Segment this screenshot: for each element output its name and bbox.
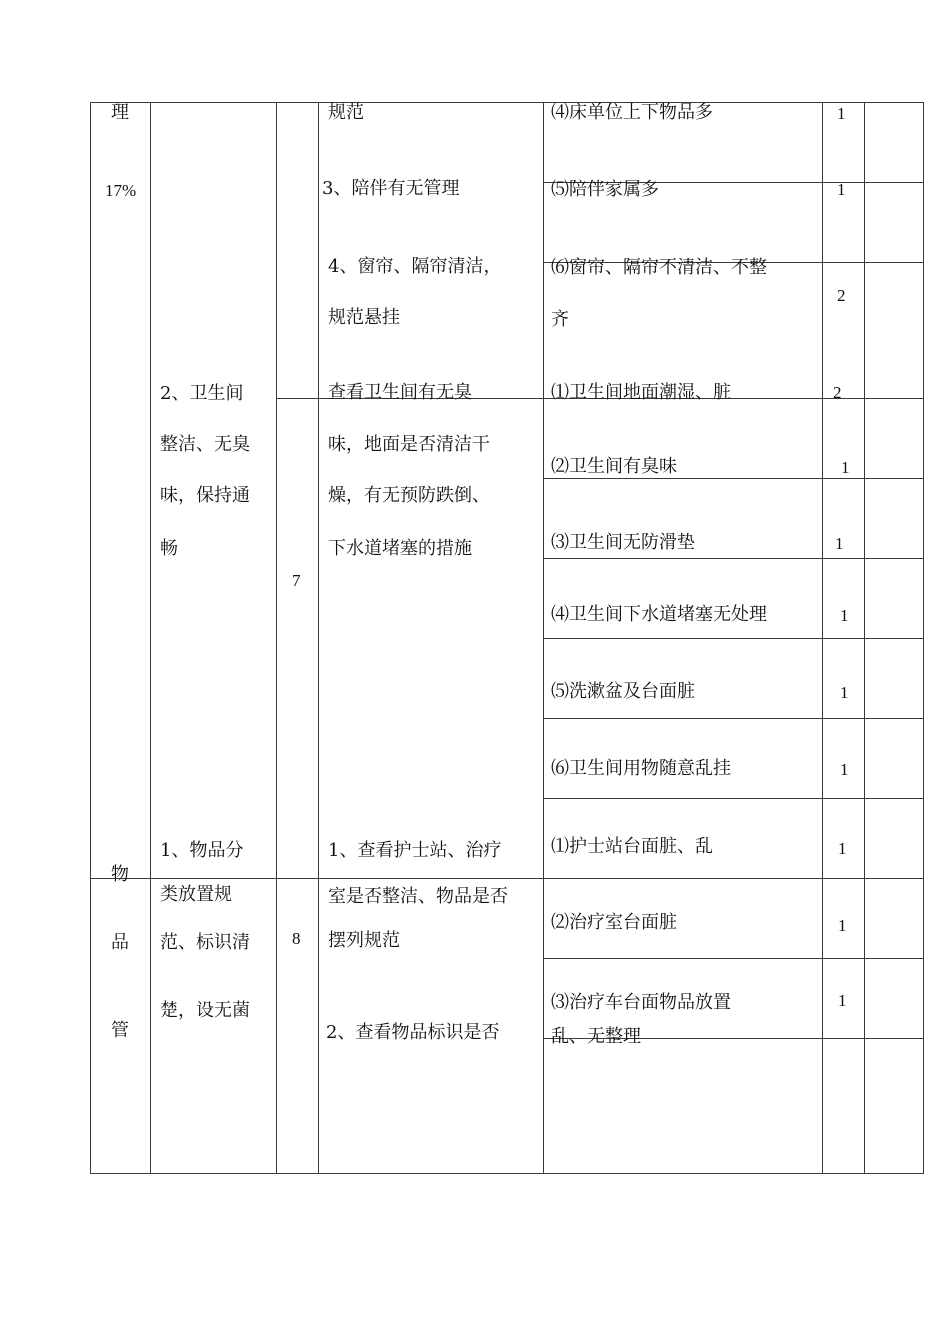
deduction-points: 1	[838, 916, 847, 935]
standard-text: 整洁、无臭	[160, 434, 250, 455]
row-divider	[543, 958, 924, 959]
deduction-item: ⑸洗漱盆及台面脏	[551, 681, 695, 702]
deduction-item: ⑸陪伴家属多	[551, 179, 659, 200]
deduction-points: 1	[837, 180, 846, 199]
deduction-points: 1	[841, 458, 850, 477]
row-divider	[543, 558, 924, 559]
category-text: 品	[111, 932, 129, 953]
deduction-item: ⑵治疗室台面脏	[551, 912, 677, 933]
method-text: 2、查看物品标识是否	[326, 1022, 500, 1043]
category-weight: 17%	[105, 181, 137, 200]
standard-text: 2、卫生间	[160, 383, 244, 404]
category-text: 物	[111, 864, 129, 885]
table-border-top	[90, 102, 924, 103]
deduction-points: 2	[837, 286, 846, 305]
deduction-item: ⑵卫生间有臭味	[551, 456, 677, 477]
category-text: 管	[111, 1020, 129, 1041]
standard-text: 楚，设无菌	[160, 1000, 250, 1021]
deduction-points: 1	[837, 104, 846, 123]
deduction-item: 齐	[551, 309, 569, 330]
deduction-item: 乱、无整理	[551, 1026, 641, 1047]
method-text: 下水道堵塞的措施	[328, 538, 472, 559]
deduction-item: ⑹卫生间用物随意乱挂	[551, 758, 731, 779]
deduction-points: 1	[840, 760, 849, 779]
method-text: 规范	[328, 102, 364, 123]
table-border-bottom	[90, 1173, 924, 1174]
standard-text: 1、物品分	[160, 840, 244, 861]
standard-text: 味，保持通	[160, 485, 250, 506]
method-text: 查看卫生间有无臭	[328, 382, 472, 403]
column-divider	[318, 102, 319, 1174]
row-divider	[543, 638, 924, 639]
method-text: 3、陪伴有无管理	[322, 178, 460, 199]
method-text: 室是否整洁、物品是否	[328, 886, 508, 907]
row-divider	[90, 878, 924, 879]
deduction-item: ⑶卫生间无防滑垫	[551, 532, 695, 553]
row-divider	[543, 478, 924, 479]
deduction-item: ⑷床单位上下物品多	[551, 102, 713, 123]
deduction-points: 1	[838, 991, 847, 1010]
deduction-item: ⑹窗帘、隔帘不清洁、不整	[551, 257, 767, 278]
method-text: 4、窗帘、隔帘清洁，	[328, 256, 502, 277]
standard-text: 类放置规	[160, 884, 232, 905]
column-divider	[150, 102, 151, 1174]
row-divider	[543, 718, 924, 719]
deduction-points: 1	[838, 839, 847, 858]
category-text: 理	[111, 102, 129, 123]
deduction-points: 1	[840, 606, 849, 625]
table-border-left	[90, 102, 91, 1174]
method-text: 燥，有无预防跌倒、	[328, 485, 490, 506]
method-text: 规范悬挂	[328, 307, 400, 328]
deduction-item: ⑶治疗车台面物品放置	[551, 992, 731, 1013]
standard-text: 范、标识清	[160, 932, 250, 953]
deduction-item: ⑴卫生间地面潮湿、脏	[551, 382, 731, 403]
column-divider	[276, 102, 277, 1174]
deduction-points: 1	[835, 534, 844, 553]
deduction-points: 2	[833, 383, 842, 402]
method-text: 味，地面是否清洁干	[328, 434, 490, 455]
method-text: 摆列规范	[328, 930, 400, 951]
deduction-item: ⑷卫生间下水道堵塞无处理	[551, 604, 767, 625]
standard-text: 畅	[160, 538, 178, 559]
deduction-points: 1	[840, 683, 849, 702]
row-divider	[543, 798, 924, 799]
score-value: 8	[292, 929, 301, 948]
score-value: 7	[292, 571, 301, 590]
deduction-item: ⑴护士站台面脏、乱	[551, 836, 713, 857]
method-text: 1、查看护士站、治疗	[328, 840, 502, 861]
